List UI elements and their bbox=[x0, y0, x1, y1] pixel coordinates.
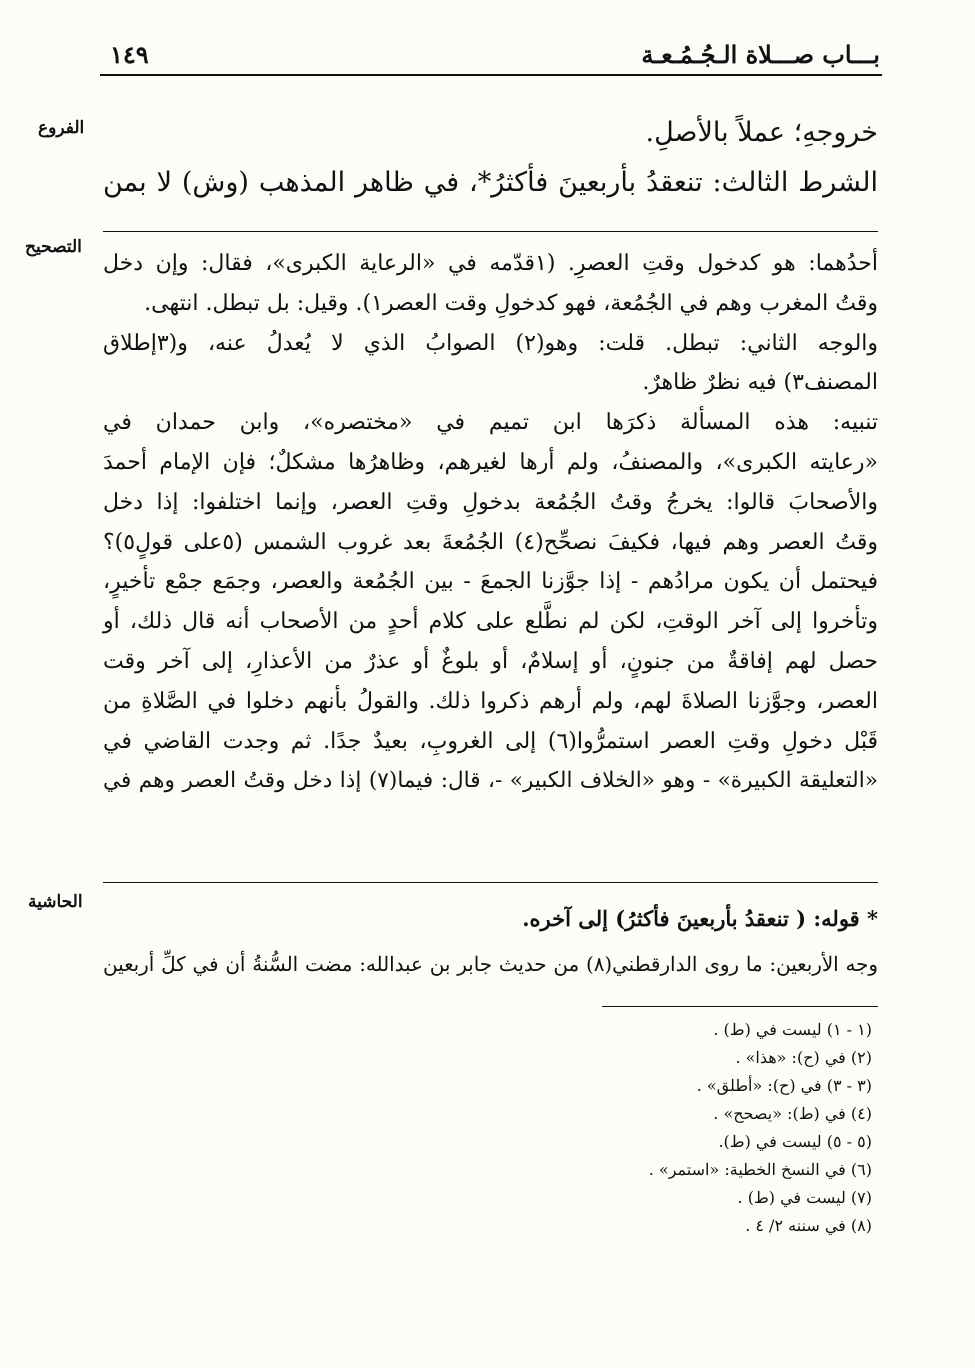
page-number: ١٤٩ bbox=[110, 40, 149, 69]
tanbih-line: وتأخروا إلى آخر الوقتِ، لكن لم نطَّلع على كلام أحدٍ من الأصحاب أنه قال ذلك، أو bbox=[103, 609, 878, 635]
footnote-item: (٤) في (ط): «يصحح» . bbox=[713, 1104, 872, 1123]
section-divider bbox=[103, 882, 878, 883]
footnote-item: (٨) في سننه ٢/ ٤ . bbox=[745, 1216, 872, 1235]
tanbih-line: «رعايته الكبرى»، والمصنفُ، ولم أرها لغيرهم، وظاهرُها مشكلٌ؛ فإن الإمام أحمدَ bbox=[103, 449, 878, 475]
tanbih-line: «التعليقة الكبيرة» - وهو «الخلاف الكبير» -، قال: فيما(٧) إذا دخل وقتُ العصر وهم في bbox=[103, 768, 878, 794]
tanbih-line: قَبْل دخولِ وقتِ العصر استمرُّوا(٦) إلى الغروبِ، بعيدٌ جدًا. ثم وجدت القاضي في bbox=[103, 728, 878, 754]
footnote-divider bbox=[602, 1006, 878, 1007]
tashih-line: المصنف٣) فيه نظرٌ ظاهرٌ. bbox=[642, 370, 878, 396]
footnote-item: (١ - ١) ليست في (ط) . bbox=[713, 1020, 872, 1039]
tashih-line: أحدُهما: هو كدخول وقتِ العصرِ. (١قدّمه في «الرعاية الكبرى»، فقال: وإن دخل bbox=[103, 251, 878, 276]
footnote-item: (٧) ليست في (ط) . bbox=[737, 1188, 872, 1207]
tanbih-line: العصر، وجوَّزنا الصلاةَ لهم، ولم أرهم ذكروا ذلك. والقولُ بأنهم دخلوا في الصَّلاةِ من bbox=[103, 688, 878, 714]
section-label-hashiya: الحاشية bbox=[28, 892, 83, 912]
hashiya-block bbox=[103, 896, 878, 988]
main-text-block bbox=[103, 108, 878, 208]
hashiya-line: وجه الأربعين: ما روى الدارقطني(٨) من حديث جابر بن عبدالله: مضت السُّنةُ أن في كلِّ أربعين bbox=[103, 953, 878, 976]
section-label-tashih: التصحيح bbox=[25, 237, 82, 257]
section-divider bbox=[103, 231, 878, 232]
footnotes bbox=[500, 1016, 872, 1240]
tashih-block bbox=[103, 244, 878, 801]
footnote-item: (٦) في النسخ الخطية: «استمر» . bbox=[648, 1160, 872, 1179]
main-text-line: الشرط الثالث: تنعقدُ بأربعينَ فأكثرُ*، في ظاهر المذهب (وش) لا بمن bbox=[103, 167, 878, 198]
main-text-line: خروجهِ؛ عملاً بالأصلِ. bbox=[645, 117, 878, 148]
section-label-furu: الفروع bbox=[38, 118, 85, 138]
footnote-item: (٢) في (ح): «هذا» . bbox=[735, 1048, 872, 1067]
tashih-line: وقتُ المغرب وهم في الجُمُعة، فهو كدخولِ وقت العصر١). وقيل: بل تبطل. انتهى. bbox=[144, 290, 878, 316]
tanbih-line: فيحتمل أن يكون مرادُهم - إذا جوَّزنا الجمعَ - بين الجُمُعة والعصر، وجمَع جمْع تأخيرٍ، bbox=[103, 569, 878, 595]
footnote-item: (٥ - ٥) ليست في (ط). bbox=[718, 1132, 872, 1151]
page-header bbox=[100, 40, 882, 76]
tanbih-line: حصل لهم إفاقةٌ من جنونٍ، أو إسلامٌ، أو بلوغٌ أو عذرٌ من الأعذارِ، إلى آخر وقت bbox=[103, 648, 878, 674]
footnote-item: (٣ - ٣) في (ح): «أطلق» . bbox=[696, 1076, 872, 1095]
running-title: بـــاب صـــلاة الـجُـمُـعـة bbox=[641, 40, 880, 69]
tanbih-line: وقتُ العصر وهم فيها، فكيفَ نصحِّح(٤) الجُمُعةَ بعد غروب الشمس (٥على قولٍ٥)؟ bbox=[103, 529, 879, 555]
tashih-line: والوجه الثاني: تبطل. قلت: وهو(٢) الصوابُ الذي لا يُعدلُ عنه، و(٣إطلاق bbox=[103, 330, 879, 356]
hashiya-heading: * قوله: ( تنعقدُ بأربعينَ فأكثرُ) إلى آخره. bbox=[522, 906, 878, 931]
tanbih-line: تنبيه: هذه المسألة ذكرَها ابن تميم في «مختصره»، وابن حمدان في bbox=[103, 410, 878, 436]
tanbih-line: والأصحابَ قالوا: يخرجُ وقتُ الجُمُعة بدخولِ وقتِ العصر، وإنما اختلفوا: إذا دخل bbox=[103, 489, 878, 515]
